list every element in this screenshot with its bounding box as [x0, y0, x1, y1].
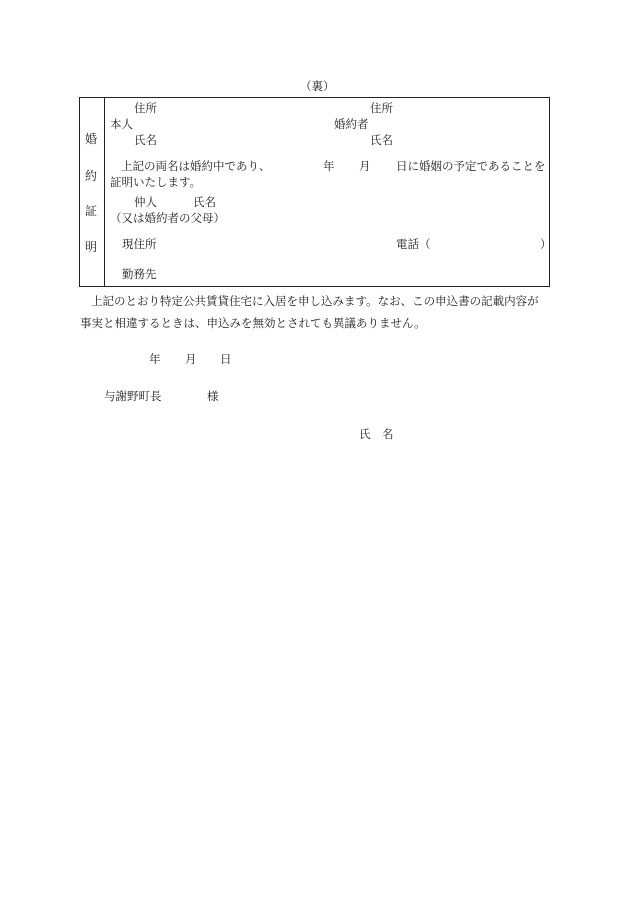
engagement-certification-box: [79, 97, 550, 287]
date-day-label: 日: [220, 352, 232, 366]
certification-heading-char-4: 明: [85, 240, 98, 254]
phone-close-paren: ）: [540, 237, 552, 251]
certification-heading-char-2: 約: [85, 169, 98, 183]
declaration-line2: 事実と相違するときは、申込みを無効とされても異議ありません。: [80, 316, 426, 330]
certification-heading-char-3: 証: [85, 204, 98, 218]
matchmaker-note: （又は婚約者の父母）: [110, 211, 225, 225]
fiance-name-label: 氏名: [370, 133, 393, 147]
matchmaker-name-label: 氏名: [193, 195, 216, 209]
certification-statement-day-tail: 日に婚姻の予定であることを: [396, 159, 546, 173]
page-side-label: （裏）: [300, 79, 335, 93]
certification-box-divider: [104, 97, 105, 287]
certification-statement-line1: 上記の両名は婚約中であり、: [121, 159, 271, 173]
certification-heading-char-1: 婚: [85, 132, 98, 146]
self-address-label: 住所: [134, 101, 157, 115]
fiance-address-label: 住所: [370, 101, 393, 115]
wedding-year-label: 年: [323, 159, 335, 173]
date-year-label: 年: [149, 352, 161, 366]
date-month-label: 月: [185, 352, 197, 366]
applicant-name-label: 氏 名: [359, 427, 394, 441]
certification-statement-line2: 証明いたします。: [110, 175, 202, 189]
matchmaker-label: 仲人: [134, 195, 157, 209]
addressee-title: 与謝野町長: [104, 389, 162, 403]
current-address-label: 現住所: [122, 237, 157, 251]
addressee-honorific: 様: [207, 389, 219, 403]
self-label: 本人: [110, 117, 133, 131]
wedding-month-label: 月: [359, 159, 371, 173]
self-name-label: 氏名: [134, 133, 157, 147]
phone-label: 電話（: [396, 237, 431, 251]
fiance-label: 婚約者: [334, 117, 369, 131]
workplace-label: 勤務先: [122, 267, 157, 281]
declaration-line1: 上記のとおり特定公共賃貸住宅に入居を申し込みます。なお、この申込書の記載内容が: [91, 294, 539, 308]
